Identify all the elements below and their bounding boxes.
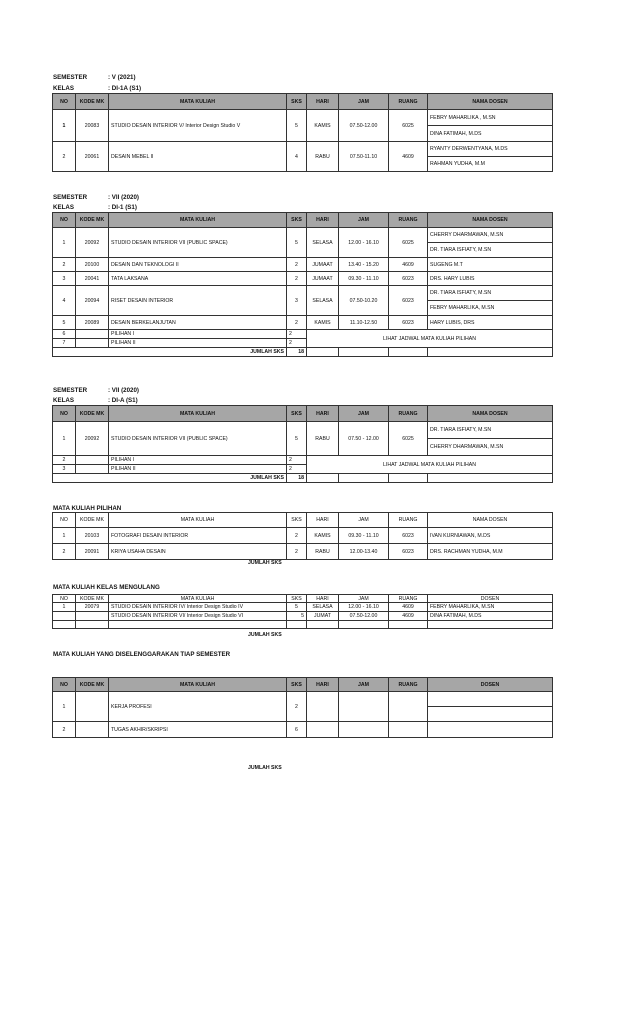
table-row: 2 TUGAS AKHIR/SKRIPSI 6	[53, 722, 553, 738]
table-row: STUDIO DESAIN INTERIOR VI/ Interior Design Studio VI 5 JUMAT 07.50-12.00 4609 DINA FATIMAH, M.DS	[53, 612, 553, 621]
col-dosen: NAMA DOSEN	[428, 94, 553, 110]
col-no: NO	[53, 94, 76, 110]
table-row: 7 PILIHAN II 2	[53, 339, 553, 348]
semester-label: SEMESTER : VII (2020)	[53, 194, 139, 201]
kelas-label: KELAS : DI-1 (S1)	[53, 204, 137, 211]
col-kode: KODE MK	[76, 94, 109, 110]
col-hari: HARI	[307, 94, 339, 110]
kelas-label: KELAS : DI-A (S1)	[53, 397, 138, 404]
col-mk: MATA KULIAH	[109, 94, 287, 110]
schedule-table-mengulang: NO KODE MK MATA KULIAH SKS HARI JAM RUANG DOSEN 1 20079 STUDIO DESAIN INTERIOR IV/ Interior Design Studio IV 5 SELASA 12.00 - 16.10 4609 FEBRY MAHARLIKA, M.SN STUDIO DESAIN INTERIOR VI/ Interior Design Studio VI 5 JUMAT 07.50-12.00 4609 DINA FATIMAH, M.DS	[52, 594, 553, 629]
schedule-table-3: NO KODE MK MATA KULIAH SKS HARI JAM RUANG NAMA DOSEN 1 20092 STUDIO DESAIN INTERIOR VII (PUBLIC SPACE) 5 RABU 07.50 - 12.00 6025 DR. TIARA ISFIATY, M.SN CHERRY DHARMAWAN, M.SN 2 PILIHAN I 2 LIHAT JADWAL MATA KULIAH PILIHAN 3 PILIHAN II 2 JUMLAH SKS 18	[52, 405, 553, 483]
col-ruang: RUANG	[389, 94, 428, 110]
jumlah-sks-label: JUMLAH SKS	[248, 560, 282, 566]
table-row: 3 PILIHAN II 2	[53, 465, 553, 474]
lihat-jadwal-note: LIHAT JADWAL MATA KULIAH PILIHAN	[307, 456, 553, 474]
total-row: JUMLAH SKS 18	[53, 348, 553, 357]
col-sks: SKS	[287, 94, 307, 110]
schedule-table-2: NO KODE MK MATA KULIAH SKS HARI JAM RUANG NAMA DOSEN 1 20092 STUDIO DESAIN INTERIOR VII (PUBLIC SPACE) 5 SELASA 12.00 - 16.10 6025 CHERRY DHARMAWAN, M.SN DR. TIARA ISFIATY, M.SN 2 20100 DESAIN DAN TEKNOLOGI II 2 JUMAAT 13.40 - 15.20 4609 SUGENG M.T 3 20041 TATA LAKSANA 2 JUMAAT 09.30 - 11.10 6023 DRS. HARY LUBIS 4 20094 RISET DESAIN INTERIOR 3 SELASA 07.50-10.20 6023 DR. TIARA ISFIATY, M.SN FEBRY MAHARLIKA, M.SN 5 20089 DESAIN BERKELANJUTAN 2 KAMIS 11.10-12.50 6023 HARY LUBIS, DRS 6 PILIHAN I 2 LIHAT JADWAL MATA KULIAH PILIHAN 7 PILIHAN II 2 JUMLAH SKS 18	[52, 212, 553, 357]
table-row: 4 20094 RISET DESAIN INTERIOR 3 SELASA 07.50-10.20 6023 DR. TIARA ISFIATY, M.SN	[53, 286, 553, 301]
section-title-mengulang: MATA KULIAH KELAS MENGULANG	[53, 584, 160, 591]
jumlah-sks-label: JUMLAH SKS	[248, 632, 282, 638]
schedule-table-tiap-semester: NO KODE MK MATA KULIAH SKS HARI JAM RUANG DOSEN 1 KERJA PROFESI 2 2 TUGAS AKHIR/SKRIPSI 6	[52, 677, 553, 738]
schedule-table-1: NO KODE MK MATA KULIAH SKS HARI JAM RUANG NAMA DOSEN 1 20083 STUDIO DESAIN INTERIOR V/ Interior Design Studio V 5 KAMIS 07.50-12.00 6025 FEBRY MAHARLIKA , M.SN DINA FATIMAH, M.DS 2 20061 DESAIN MEBEL II 4 RABU 07.50-11.10 4609 RYANTY DERWENTYANA, M.DS RAHMAN YUDHA, M.M	[52, 93, 553, 172]
semester-label: SEMESTER : VII (2020)	[53, 387, 139, 394]
table-row: 1 20092 STUDIO DESAIN INTERIOR VII (PUBLIC SPACE) 5 RABU 07.50 - 12.00 6025 DR. TIARA ISFIATY, M.SN	[53, 422, 553, 439]
schedule-table-pilihan: NO KODE MK MATA KULIAH SKS HARI JAM RUANG NAMA DOSEN 1 20103 FOTOGRAFI DESAIN INTERIOR 2 KAMIS 09.30 - 11.10 6023 IVAN KURNIAWAN, M.DS 2 20091 KRIYA USAHA DESAIN 2 RABU 12.00-13.40 6023 DRS. RACHMAN YUDHA, M.M	[52, 512, 553, 560]
col-jam: JAM	[339, 94, 389, 110]
table-row: 6 PILIHAN I 2 LIHAT JADWAL MATA KULIAH PILIHAN	[53, 330, 553, 339]
kelas-label: KELAS : DI-1A (S1)	[53, 85, 142, 92]
section-title-tiap-semester: MATA KULIAH YANG DISELENGGARAKAN TIAP SEMESTER	[53, 651, 231, 658]
jumlah-sks-label: JUMLAH SKS	[248, 765, 282, 771]
table-row: 1 20092 STUDIO DESAIN INTERIOR VII (PUBLIC SPACE) 5 SELASA 12.00 - 16.10 6025 CHERRY DHARMAWAN, M.SN	[53, 228, 553, 243]
table-row: 5 20089 DESAIN BERKELANJUTAN 2 KAMIS 11.10-12.50 6023 HARY LUBIS, DRS	[53, 316, 553, 330]
table-row: 3 20041 TATA LAKSANA 2 JUMAAT 09.30 - 11.10 6023 DRS. HARY LUBIS	[53, 272, 553, 286]
table-row: 2 20100 DESAIN DAN TEKNOLOGI II 2 JUMAAT 13.40 - 15.20 4609 SUGENG M.T	[53, 258, 553, 272]
table-row: 1 20083 STUDIO DESAIN INTERIOR V/ Interior Design Studio V 5 KAMIS 07.50-12.00 6025 FEBRY MAHARLIKA , M.SN	[53, 110, 553, 126]
section-title-pilihan: MATA KULIAH PILIHAN	[53, 505, 122, 512]
table-row: 2 20091 KRIYA USAHA DESAIN 2 RABU 12.00-13.40 6023 DRS. RACHMAN YUDHA, M.M	[53, 544, 553, 560]
table-row: 1 KERJA PROFESI 2	[53, 692, 553, 707]
table-row: 1 20103 FOTOGRAFI DESAIN INTERIOR 2 KAMIS 09.30 - 11.10 6023 IVAN KURNIAWAN, M.DS	[53, 528, 553, 544]
table-row: 2 PILIHAN I 2 LIHAT JADWAL MATA KULIAH PILIHAN	[53, 456, 553, 465]
table-row: 1 20079 STUDIO DESAIN INTERIOR IV/ Interior Design Studio IV 5 SELASA 12.00 - 16.10 4609 FEBRY MAHARLIKA, M.SN	[53, 603, 553, 612]
semester-label: SEMESTER : V (2021)	[53, 74, 136, 81]
total-row: JUMLAH SKS 18	[53, 474, 553, 483]
table-row: 2 20061 DESAIN MEBEL II 4 RABU 07.50-11.10 4609 RYANTY DERWENTYANA, M.DS	[53, 142, 553, 157]
lihat-jadwal-note: LIHAT JADWAL MATA KULIAH PILIHAN	[307, 330, 553, 348]
